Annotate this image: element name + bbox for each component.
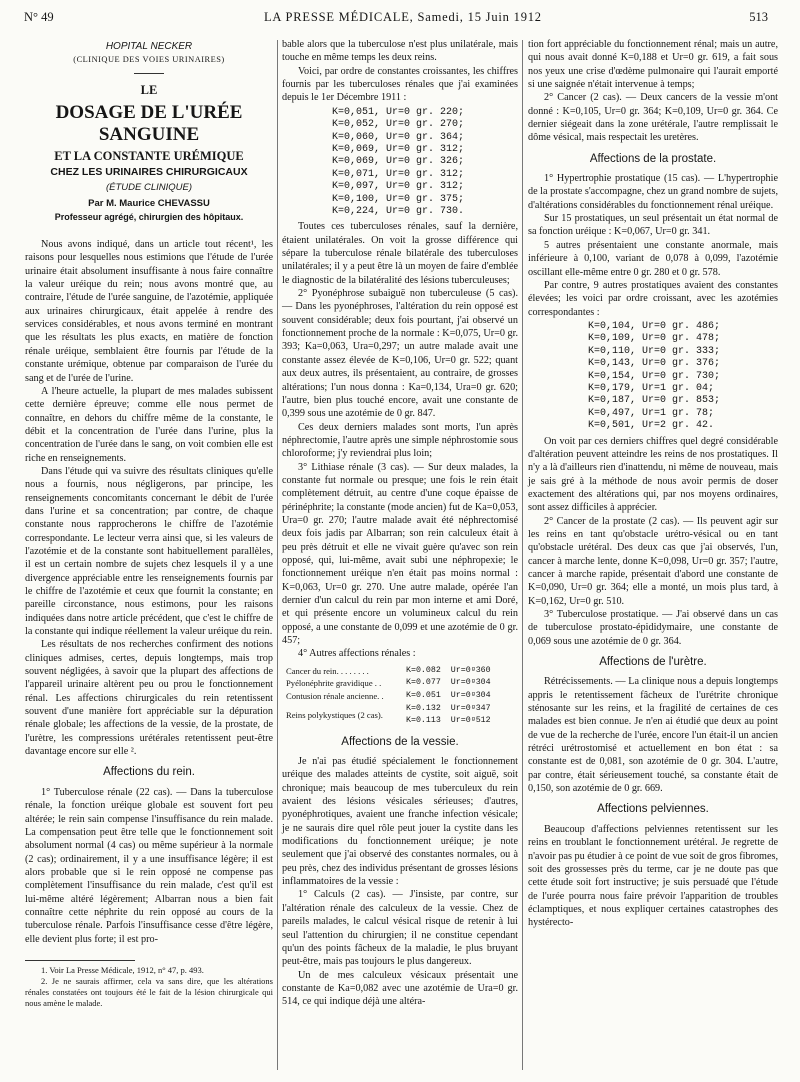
paragraph: Toutes ces tuberculoses rénales, sauf la dernière, étaient unilatérales. On voit la grosse différence qui sépare la tuberculose rénale bilatérale des tuberculoses unilatérales; il y a peut être là un moyen de faire d'emblée le diagnostic de la bilatéralité des lésions tuberculeuses; — [282, 221, 518, 286]
section-heading: Affections du rein. — [103, 766, 195, 779]
paragraph: Ces deux derniers malades sont morts, l'un après néphrectomie, l'autre après une simple néphrostomie sous chloroforme; j'y reviendrai plus loin; — [282, 421, 518, 460]
section-heading: Affections de la prostate. — [589, 152, 717, 165]
author-title: Professeur agrégé, chirurgien des hôpitaux. — [54, 211, 244, 222]
section-heading: Affections de la vessie. — [341, 735, 459, 748]
issue-number: N° 49 — [24, 10, 54, 24]
paragraph: Nous avons indiqué, dans un article tout récent¹, les raisons pour lesquelles nous estimions que l'étude de l'urée urinaire était absolument insuffisante à nous faire connaître la valeur uréique du rein; nous avons montré que, au contraire, l'étude de l'urée sanguine, de l'azotémie, appliquée aux urinaires chirurgicaux, était appelée à rendre des services considérables, et nous avons terminé en montrant que les résultats les plus exacts, en matière de fonction rénale uréique, semblaient être fournis par l'étude de la constante urémique, obtenue par comparaison de l'urée du sang et de l'urée de l'urine. — [25, 239, 273, 384]
column-2 — [282, 38, 518, 1009]
article-subtitle-2: CHEZ LES URINAIRES CHIRURGICAUX — [50, 165, 248, 178]
table-row: Reins polykystiques (2 cas). K=0.132 Ur=0ᵍ347 K=0.113 Ur=0ᵍ512 — [286, 703, 491, 726]
article-le: LE — [140, 82, 158, 97]
paragraph: 2° Cancer de la prostate (2 cas). — Ils peuvent agir sur les reins en tant qu'obstacle urétro-vésical ou en tant qu'obstacle urétéral. Des deux cas que j'ai observés, l'un, cancer à marche lente, donne K=0,098, Ur=0 gr. 357; l'autre, cancer à marche rapide, présentait d'abord une constante de K=0,090, Ur=0 gr. 364; elle a monté, un mois plus tard, à K=0,162, Ur=0 gr. 510. — [528, 515, 778, 607]
paragraph: Sur 15 prostatiques, un seul présentait un état normal de sa fonction uréique : K=0,067, Ur=0 gr. 341. — [528, 213, 778, 238]
section-heading: Affections pelviennes. — [597, 803, 709, 816]
paragraph: Je n'ai pas étudié spécialement le fonctionnement uréique des malades atteints de cystite, soit aiguë, soit chronique; mais beaucoup de mes tuberculeux du rein avaient des lésions vésicales sérieuses; d'autres, pyonéphrotiques, avaient une franche infection vésicale; je ne saurais dire quel rôle peut jouer la cystite dans les modifications du fonctionnement uréique; je note seulement que j'ai observé des constantes normales, ou à peu près, chez des individus présentant de grosses lésions inflammatoires de la vessie : — [282, 756, 518, 888]
paragraph: Un de mes calculeux vésicaux présentait une constante de Ka=0,082 avec une azotémie de Ura=0 gr. 514, ce qui indique déjà une altéra- — [282, 969, 518, 1008]
article-author: Par M. Maurice CHEVASSU — [88, 198, 210, 210]
paragraph: 5 autres présentaient une constante anormale, mais inférieure à 0,100, variant de 0,078 à 0,099, l'azotémie oscillant elle-même entre 0 gr. 280 et 0 gr. 578. — [528, 239, 778, 278]
paragraph: On voit par ces derniers chiffres quel degré considérable d'altération peuvent atteindre les reins de nos prostatiques. Il n'y a là d'ailleurs rien d'inattendu, ni même de nouveau, mais je sais gré à la méthode de nous avoir permis de doser exactement des altérations qui, par nos moyens ordinaires, sont assez difficiles à apprécier. — [528, 435, 778, 514]
paragraph: 2° Cancer (2 cas). — Deux cancers de la vessie m'ont donné : K=0,105, Ur=0 gr. 364; K=0,109, Ur=0 gr. 364. Ce dernier siégeait dans la zone urétérale, l'autre remplissait le dôme vésical, mais respectait les uretères. — [528, 92, 778, 144]
page-number: 513 — [749, 10, 768, 24]
paragraph: A l'heure actuelle, la plupart de mes malades subissent cette dernière épreuve; comme elle nous permet de connaître, en dehors du chiffre même de la constante, le débit et la concentration de l'urée dans l'urine, plus la concentration de l'urée dans le sang, on voit combien elle est riche en renseignements. — [25, 385, 273, 464]
renal-affections-table — [286, 665, 518, 728]
paragraph: Beaucoup d'affections pelviennes retentissent sur les reins en troublant le fonctionnement urétéral. Je regrette de n'avoir pas pu étudier à ce point de vue soit de gros fibromes, soit des grossesses près du terme, car je ne doute pas que cette étude soit fort instructive; je suis persuadé que l'étude de l'urée pourra nous faire prévoir l'apparition de troubles éclamptiques, et nous expliquer certaines catastrophes des hystérecto- — [528, 823, 778, 929]
column-divider — [277, 40, 278, 1070]
footnote: 1. Voir La Presse Médicale, 1912, n° 47, p. 493. — [41, 964, 204, 975]
title-rule — [134, 73, 164, 74]
table-row: Cancer du rein. . . . . . . . K=0.082 Ur=0ᵍ360 — [286, 665, 491, 676]
clinic-name: (CLINIQUE DES VOIES URINAIRES) — [73, 55, 225, 65]
paragraph: 1° Calculs (2 cas). — J'insiste, par contre, sur l'altération rénale des calculeux de la vessie. Chez de pareils malades, le calcul vésical risque de retenir à lui seul l'attention du chirurgien; il ne constitue cependant qu'un des points fâcheux de la maladie, le plus bruyant peut-être, mais pas toujours le plus dangereux. — [282, 889, 518, 968]
article-title: DOSAGE DE L'URÉE SANGUINE — [55, 101, 243, 145]
table-row: Contusion rénale ancienne. . K=0.051 Ur=0ᵍ304 — [286, 690, 491, 701]
column-divider — [522, 40, 523, 1070]
paragraph: 4° Autres affections rénales : — [298, 648, 416, 660]
section-heading: Affections de l'urètre. — [599, 656, 707, 669]
column-3 — [528, 38, 778, 930]
constants-list: K=0,051, Ur=0 gr. 220; K=0,052, Ur=0 gr. 270; K=0,060, Ur=0 gr. 364; K=0,069, Ur=0 gr. 312; K=0,069, Ur=0 gr. 326; K=0,071, Ur=0 gr. 312; K=0,097, Ur=0 gr. 312; K=0,100, Ur=0 gr. 375; K=0,224, Ur=0 gr. 730. — [332, 106, 465, 217]
paragraph: Les résultats de nos recherches confirment des notions cliniques admises, certes, depuis longtemps, mais trop souvent négligées, à savoir que la plupart des affections de l'appareil urinaire altèrent peu ou prou le fonctionnement rénal. Les affections chirurgicales du rein retentissent souvent d'une manière fort appréciable sur la dépuration rénale globale; les affections de la vessie, de la prostate, de l'urètre, les compressions urétérales retentissent peut-être davantage encore sur elle ². — [25, 639, 273, 758]
constants-list: K=0,104, Ur=0 gr. 486; K=0,109, Ur=0 gr. 478; K=0,110, Ur=0 gr. 333; K=0,143, Ur=0 gr. 376; K=0,154, Ur=0 gr. 730; K=0,179, Ur=1 gr. 04; K=0,187, Ur=0 gr. 853; K=0,497, Ur=1 gr. 78; K=0,501, Ur=2 gr. 42. — [588, 320, 721, 432]
hospital-name: HOPITAL NECKER — [105, 41, 193, 52]
paragraph: Par contre, 9 autres prostatiques avaient des constantes élevées; les voici par ordre croissant, avec les azotémies correspondantes : — [528, 279, 778, 318]
paragraph: 1° Tuberculose rénale (22 cas). — Dans la tuberculose rénale, la fonction uréique globale est souvent fort peu altérée; le rein sain compense l'insuffisance du rein malade. La compensation peut être telle que le fonctionnement soit absolument normal (4 cas) ou même supérieur à la normale (2 cas); ordinairement, il y a une insuffisance légère; il est alors probable que si le rein opposé ne compense pas complètement l'insuffisance du rein malade, c'est qu'il est lui-même altéré légèrement; Albarran nous a bien fait connaître cette néphrite du rein opposé au cours de la tuberculose rénale. Parfois l'insuffisance cesse d'être légère, elle devient plus forte; il est pro- — [25, 786, 273, 945]
journal-title: LA PRESSE MÉDICALE, Samedi, 15 Juin 1912 — [264, 10, 542, 24]
paragraph: Voici, par ordre de constantes croissantes, les chiffres fournis par les tuberculoses rénales que j'ai examinées depuis le 1er Décembre 1911 : — [282, 65, 518, 104]
paragraph: 3° Lithiase rénale (3 cas). — Sur deux malades, la constante fut normale ou presque; une fois le rein était complètement détruit, au centre d'une coque épaisse de périnéphrite; la constante (mode ancien) fut de Ka=0,053, Ura=0 gr. 270; l'autre malade avait été néphrectomisé deux fois jadis par Albarran; son rein calculeux était à peu près détruit et elle ne vivait guère qu'avec son rein opposé, qui, lui-même, avait subi une néphropexie; le fonctionnement uréique n'en était pas moins normal : K=0,063, Ur=0 gr. 270. Une autre malade, opérée l'an dernier d'un calcul du rein par mon interne et ami Doré, et qui présente encore un volumineux calcul du rein opposé, a une constante de 0,099 et une azotémie de 0 gr. 457; — [282, 461, 518, 647]
column-1 — [25, 38, 273, 1009]
article-study-type: (ÉTUDE CLINIQUE) — [105, 182, 193, 194]
paragraph: Rétrécissements. — La clinique nous a depuis longtemps appris le retentissement fâcheux de l'urétrite chronique sténosante sur les reins, et la fragilité de certaines de ces malades est bien connue. Je n'en ai étudié que deux au point de vue de la recherche de l'urée, encore l'un était-il un ancien rétréci urétrostomisé et actuellement en bon état : sa constante est de 0,081, son azotémie de 0 gr. 304. L'autre, par contre, était sérieusement touché, sa constante était de 0,150, son azotémie de 0 gr. 669. — [528, 676, 778, 795]
page-header — [24, 10, 776, 30]
paragraph: 3° Tuberculose prostatique. — J'ai observé dans un cas de tuberculose prostato-épididymaire, une constante de 0,069 sous une azotémie de 0 gr. 364. — [528, 609, 778, 647]
paragraph: 1° Hypertrophie prostatique (15 cas). — L'hypertrophie de la prostate s'accompagne, chez un grand nombre de sujets, d'altérations considérables du fonctionnement rénal uréique. — [528, 173, 778, 211]
paragraph: tion fort appréciable du fonctionnement rénal; mais un autre, qui nous avait donné K=0,188 et Ur=0 gr. 619, a fait sous nos yeux une crise d'œdème pulmonaire qui l'aurait emporté si une saignée n'était intervenue à temps; — [528, 39, 778, 91]
article-subtitle: ET LA CONSTANTE URÉMIQUE — [54, 148, 244, 163]
paragraph: Dans l'étude qui va suivre des résultats cliniques qu'elle nous a fournis, nous négligerons, par principe, les renseignements concomitants concernant le débit de l'urée dans l'urine et sa concentration; par contre, de chaque constante nous rapprocherons le chiffre de l'azotémie correspondante. Le lecteur verra ainsi que, si les valeurs de l'azotémie et de la constante sont habituellement parallèles, il est un certain nombre de sujets chez lesquels il y a une divergence appréciable entre les renseignements fournis par le chiffre de l'azotémie et ceux que fournit la constante; en pareille circonstance, nous estimons, pour les raisons indiquées dans notre article précédent, que c'est le chiffre de la constante qui indique réellement la valeur uréique du rein. — [25, 465, 273, 638]
footnote-rule — [25, 960, 135, 961]
paragraph: bable alors que la tuberculose n'est plus unilatérale, mais touche en même temps les deux reins. — [282, 39, 518, 64]
paragraph: 2° Pyonéphrose subaiguë non tuberculeuse (5 cas). — Dans les pyonéphroses, l'altération du rein opposé est souvent considérable; deux fois pourtant, j'ai observé un fonctionnement proche de la normale : K=0,075, Ur=0 gr. 393; Ka=0,063, Ura=0,297; un autre malade avait une constante assez élevée de K=0,106, Ur=0 gr. 522; quant aux deux autres, ils présentaient, au contraire, de grosses altérations; l'un nous donna : Ka=0,134, Ura=0 gr. 620; l'autre, bien plus touché encore, avait une constante de 0,399 sous une azotémie de 0 gr. 847. — [282, 288, 518, 420]
footnote: 2. Je ne saurais affirmer, cela va sans dire, que les altérations rénales constatées ont toujours été le fait de la lésion chirurgicale qui nous amène le malade. — [25, 975, 273, 1008]
table-row: Pyélonéphrite gravidique . . K=0.077 Ur=0ᵍ304 — [286, 678, 491, 689]
